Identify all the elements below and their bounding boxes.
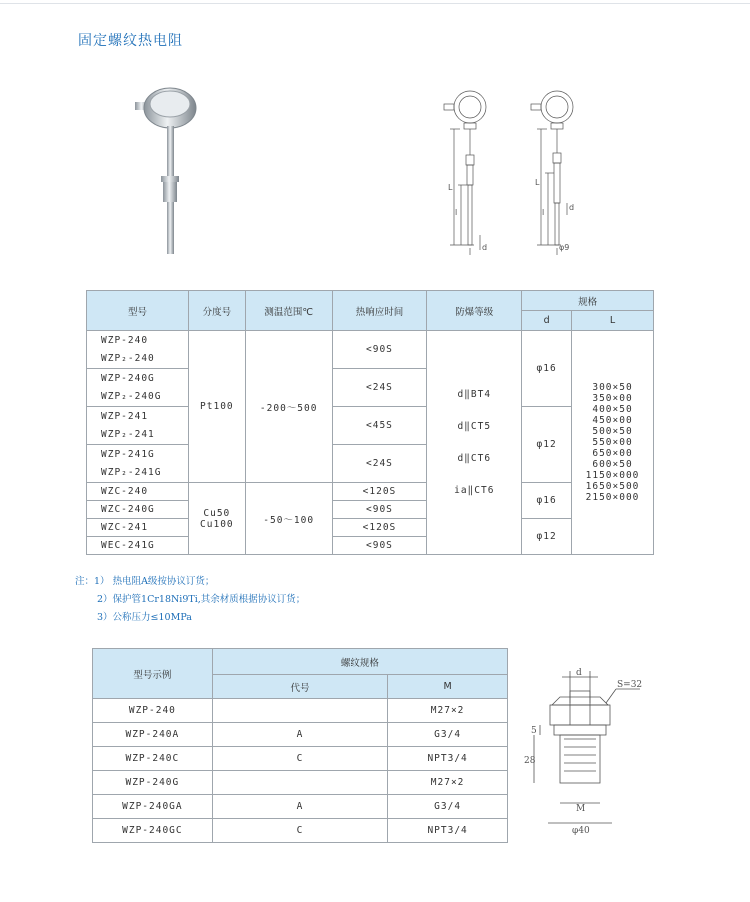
explosion-grade: d‖CT5 (457, 420, 492, 432)
L-value: 600×50 (592, 459, 633, 470)
thread-code: A (212, 723, 387, 747)
response-cell: <45S (332, 407, 427, 445)
L-value: 1150×000 (585, 470, 640, 481)
thread-code: C (212, 819, 387, 843)
model-name: WZP-240 (101, 335, 149, 346)
note-3: 3）公称压力≤10MPa (97, 612, 192, 623)
thread-code: C (212, 747, 387, 771)
response-cell: <24S (332, 445, 427, 483)
d-value: φ16 (522, 331, 572, 407)
response-cell: <120S (332, 483, 427, 501)
thread-code (212, 699, 387, 723)
L-value: 300×50 (592, 382, 633, 393)
page-title: 固定螺纹热电阻 (78, 33, 183, 49)
header-spec: 规格 (522, 291, 654, 311)
dimension-drawing-1 (430, 85, 500, 260)
model-cell: WZC-241 (87, 519, 189, 537)
d-value: φ12 (522, 519, 572, 555)
graduation-cu (188, 483, 245, 555)
L-value: 500×50 (592, 426, 633, 437)
nut-28-label: 28 (524, 756, 536, 766)
dim-d-label-2: d (569, 203, 575, 212)
response-cell: <90S (332, 331, 427, 369)
L-value: 2150×000 (585, 492, 640, 503)
dim-L-label: L (448, 183, 453, 192)
d-value: φ16 (522, 483, 572, 519)
thread-m: NPT3/4 (388, 819, 508, 843)
nut-phi40-label: φ40 (572, 826, 590, 836)
header-explosion: 防爆等级 (427, 291, 522, 331)
model-name: WZP₂-241G (101, 467, 162, 478)
nut-drawing (520, 663, 650, 838)
response-cell: <120S (332, 519, 427, 537)
graduation-pt: Pt100 (188, 331, 245, 483)
model-cell (87, 331, 189, 369)
thread-model: WZP-240 (93, 699, 213, 723)
thread-table (92, 648, 508, 843)
model-name: WZP₂-240G (101, 391, 162, 402)
thread-model: WZP-240C (93, 747, 213, 771)
thread-model: WZP-240A (93, 723, 213, 747)
L-value: 350×00 (592, 393, 633, 404)
spec-table (86, 290, 654, 555)
model-name: WZP₂-241 (101, 429, 155, 440)
dim-d-label: d (482, 243, 488, 252)
note-2: 2）保护管1Cr18Ni9Ti,其余材质根据协议订货； (97, 594, 306, 605)
thread-model: WZP-240G (93, 771, 213, 795)
explosion-cell (427, 331, 522, 555)
dimension-drawing-2 (515, 85, 585, 260)
model-cell: WZC-240 (87, 483, 189, 501)
header-range: 测温范围℃ (245, 291, 332, 331)
model-cell (87, 369, 189, 407)
L-values-cell (572, 331, 654, 555)
header-thread: 螺纹规格 (212, 649, 507, 675)
model-cell: WEC-241G (87, 537, 189, 555)
thread-m: M27×2 (388, 771, 508, 795)
thread-m: M27×2 (388, 699, 508, 723)
header-M: M (388, 675, 508, 699)
dim-phi9-label: φ9 (559, 243, 570, 252)
header-code: 代号 (212, 675, 387, 699)
note-1: 注：1） 热电阻A级按协议订货； (75, 576, 215, 587)
range-cu: -50～100 (245, 483, 332, 555)
thread-m: NPT3/4 (388, 747, 508, 771)
thread-code (212, 771, 387, 795)
L-value: 450×00 (592, 415, 633, 426)
explosion-grade: ia‖CT6 (454, 484, 495, 496)
graduation-cu-value: Cu50 (203, 507, 231, 519)
top-rule (0, 0, 750, 4)
model-cell: WZC-240G (87, 501, 189, 519)
header-d: d (522, 311, 572, 331)
thread-model: WZP-240GA (93, 795, 213, 819)
thread-m: G3/4 (388, 723, 508, 747)
thread-code: A (212, 795, 387, 819)
L-value: 400×50 (592, 404, 633, 415)
explosion-grade: d‖BT4 (457, 388, 492, 400)
model-name: WZP-241 (101, 411, 149, 422)
thread-model: WZP-240GC (93, 819, 213, 843)
range-pt: -200～500 (245, 331, 332, 483)
header-model: 型号 (87, 291, 189, 331)
response-cell: <24S (332, 369, 427, 407)
model-name: WZP-241G (101, 449, 155, 460)
header-L: L (572, 311, 654, 331)
response-cell: <90S (332, 501, 427, 519)
header-example: 型号示例 (93, 649, 213, 699)
header-response: 热响应时间 (332, 291, 427, 331)
graduation-cu-value: Cu100 (200, 518, 234, 530)
dim-L-label-2: L (535, 178, 540, 187)
nut-5-label: 5 (531, 726, 537, 736)
nut-S-label: S=32 (617, 680, 643, 690)
L-value: 1650×500 (585, 481, 640, 492)
d-value: φ12 (522, 407, 572, 483)
product-photo (125, 80, 205, 260)
dim-l-label-2: l (542, 208, 545, 217)
L-value: 550×00 (592, 437, 633, 448)
model-cell (87, 407, 189, 445)
notes (75, 573, 305, 627)
model-name: WZP₂-240 (101, 353, 155, 364)
dim-l-label: l (455, 208, 458, 217)
response-cell: <90S (332, 537, 427, 555)
L-value: 650×00 (592, 448, 633, 459)
nut-d-label: d (576, 668, 582, 678)
model-name: WZP-240G (101, 373, 155, 384)
thread-m: G3/4 (388, 795, 508, 819)
explosion-grade: d‖CT6 (457, 452, 492, 464)
header-graduation: 分度号 (188, 291, 245, 331)
nut-M-label: M (576, 804, 586, 814)
model-cell (87, 445, 189, 483)
